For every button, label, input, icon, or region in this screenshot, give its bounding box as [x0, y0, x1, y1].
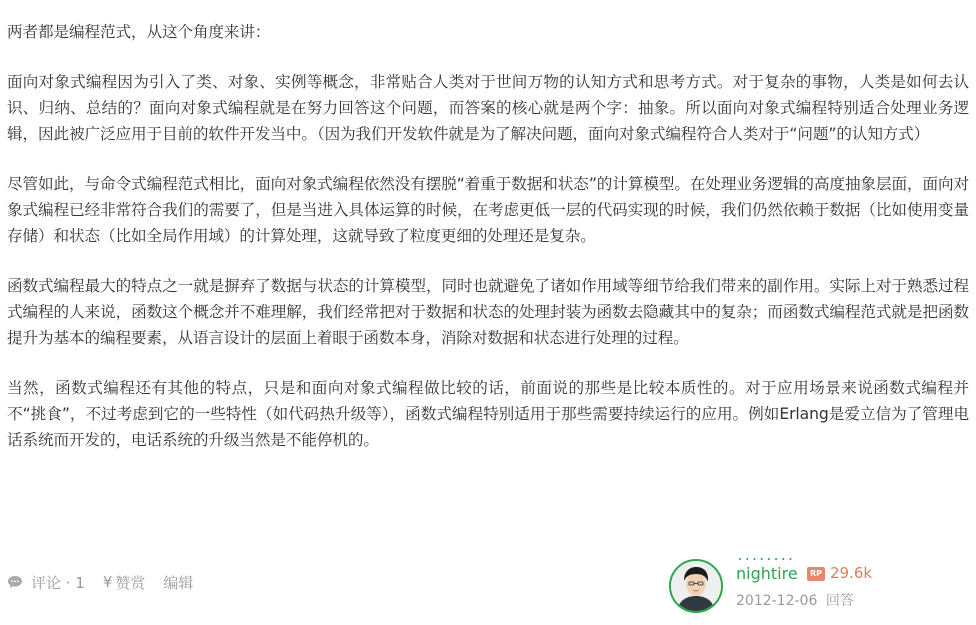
author-card — [669, 559, 969, 619]
reputation-value: 29.6k — [830, 564, 873, 582]
answer-paragraph: 面向对象式编程因为引入了类、对象、实例等概念，非常贴合人类对于世间万物的认知方式和思考方式。对于复杂的事物，人类是如何去认识、归纳、总结的？面向对象式编程就是在努力回答这个问题，而答案的核心就是两个字：抽象。所以面向对象式编程特别适合处理业务逻辑，因此被广泛应用于目前的软件开发当中。（因为我们开发软件就是为了解决问题，面向对象式编程符合人类对于“问题”的认知方式） — [7, 73, 969, 143]
comment-icon — [7, 575, 23, 589]
reputation-badge: RP — [807, 567, 825, 581]
answer-paragraph: 函数式编程最大的特点之一就是摒弃了数据与状态的计算模型，同时也就避免了诸如作用域等细节给我们带来的副作用。实际上对于熟悉过程式编程的人来说，函数这个概念并不难理解，我们经常把对于数据和状态的处理封装为函数去隐藏其中的复杂；而函数式编程范式就是把函数提升为基本的编程要素，从语言设计的层面上着眼于函数本身，消除对数据和状态进行处理的过程。 — [7, 277, 969, 347]
reward-label: 赞赏 — [115, 573, 146, 592]
edit-label: 编辑 — [163, 573, 194, 592]
comment-label: 评论 · 1 — [31, 573, 85, 592]
answer-date: 2012-12-06 — [736, 593, 818, 609]
answer-paragraph: 两者都是编程范式，从这个角度来讲： — [7, 23, 271, 41]
edit-button[interactable] — [163, 572, 193, 593]
yen-icon: ¥ — [102, 573, 113, 591]
answer-paragraph: 尽管如此，与命令式编程范式相比，面向对象式编程依然没有摆脱“着重于数据和状态”的计算模型。在处理业务逻辑的高度抽象层面，面向对象式编程已经非常符合我们的需要了，但是当进入具体运算的时候，在考虑更低一层的代码实现的时候，我们仍然依赖于数据（比如使用变量存储）和状态（比如全局作用域）的计算处理，这就导致了粒度更细的处理还是复杂。 — [7, 175, 969, 245]
reward-button[interactable] — [103, 572, 146, 593]
avatar[interactable] — [669, 559, 723, 613]
author-name-text: nightire — [736, 564, 798, 583]
answer-paragraph: 当然，函数式编程还有其他的特点，只是和面向对象式编程做比较的话，前面说的那些是比较本质性的。对于应用场景来说函数式编程并不“挑食”，不过考虑到它的一些特性（如代码热升级等），函数式编程特别适用于那些需要持续运行的应用。例如Erlang是爱立信为了管理电话系统而开发的，电话系统的升级当然是不能停机的。 — [7, 379, 969, 449]
author-name[interactable] — [736, 564, 798, 583]
answer-meta — [736, 590, 854, 610]
comment-button[interactable] — [7, 572, 85, 593]
badge-dots-icon — [736, 556, 798, 562]
answer-body — [7, 19, 969, 477]
answer-action-label: 回答 — [825, 593, 854, 609]
answer-actions — [7, 571, 211, 593]
